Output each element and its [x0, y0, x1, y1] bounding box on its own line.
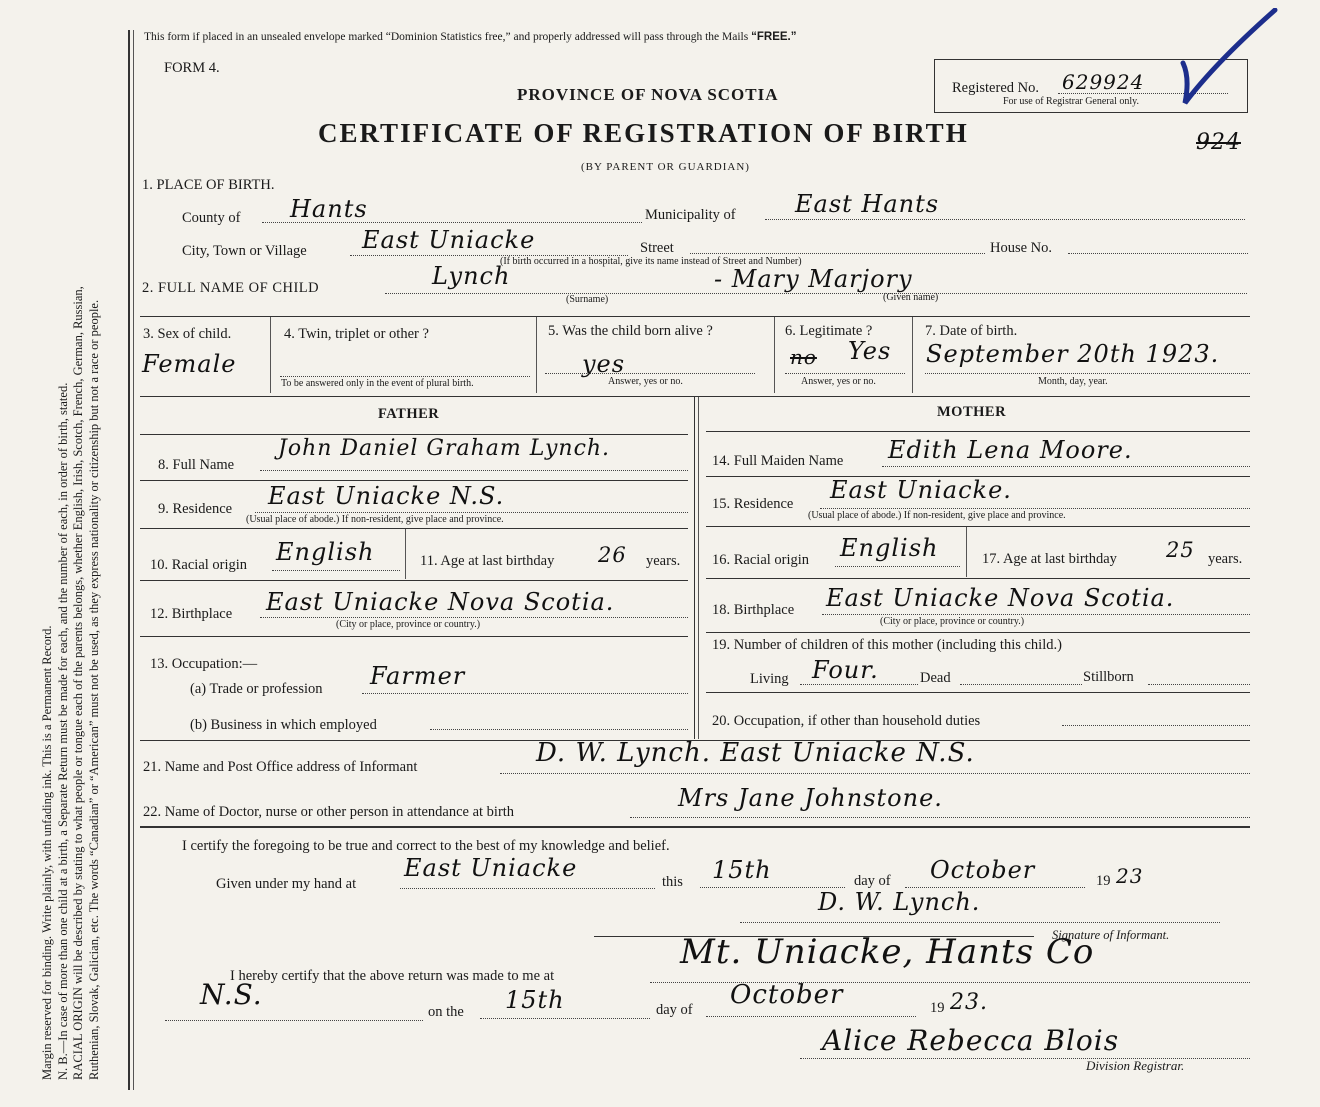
mother-age-value: 25 — [1166, 538, 1195, 562]
street-label: Street — [640, 240, 674, 256]
legit-value: Yes — [848, 337, 892, 365]
registrar-place2: N.S. — [200, 978, 263, 1011]
legit-struck: no — [790, 345, 817, 369]
county-label: County of — [182, 210, 241, 226]
mother-birthplace-value: East Uniacke Nova Scotia. — [826, 584, 1175, 612]
father-name-label: 8. Full Name — [158, 457, 235, 473]
father-racial-divider — [405, 529, 406, 579]
child-name-label: 2. FULL NAME OF CHILD — [142, 280, 320, 296]
father-rule-2 — [140, 480, 688, 481]
hospital-note: (If birth occurred in a hospital, give its name instead of Street and Number) — [500, 256, 802, 267]
father-trade-line — [362, 693, 688, 694]
alive-line — [545, 373, 755, 374]
father-residence-line — [255, 512, 688, 513]
date-note: Month, day, year. — [1038, 376, 1108, 387]
mail-notice — [144, 31, 796, 43]
municipality-label: Municipality of — [645, 207, 736, 223]
legit-label: 6. Legitimate ? — [785, 323, 873, 339]
father-birthplace-note: (City or place, province or country.) — [336, 619, 481, 630]
county-line — [262, 222, 642, 223]
year-prefix: 19 — [1096, 873, 1111, 889]
mother-birthplace-note: (City or place, province or country.) — [880, 616, 1025, 627]
date-line — [925, 373, 1250, 374]
father-age-unit: years. — [646, 553, 681, 569]
mother-birthplace-line — [822, 614, 1250, 615]
twin-note: To be answered only in the event of plural birth. — [281, 378, 474, 389]
mail-notice-text: This form if placed in an unsealed envelope marked “Dominion Statistics free,” and properly addressed will pass through the Mails — [144, 31, 749, 43]
stamp-number: 924 — [1196, 130, 1241, 155]
father-business-label: (b) Business in which employed — [190, 717, 377, 733]
city-value: East Uniacke — [362, 226, 536, 254]
mother-name-value: Edith Lena Moore. — [888, 436, 1133, 464]
municipality-line — [765, 219, 1245, 220]
father-age-value: 26 — [598, 543, 627, 567]
mother-racial-value: English — [840, 534, 939, 562]
sex-label: 3. Sex of child. — [143, 326, 232, 342]
margin-note-1: Margin reserved for binding. Write plainly, with unfading ink. This is a Permanent Record. — [40, 625, 54, 1080]
father-birthplace-value: East Uniacke Nova Scotia. — [266, 588, 615, 616]
registered-number: 629924 — [1062, 70, 1145, 94]
place-section-label: 1. PLACE OF BIRTH. — [142, 177, 275, 193]
father-trade-label: (a) Trade or profession — [190, 681, 323, 697]
stillborn-label: Stillborn — [1083, 669, 1134, 685]
mother-residence-line — [820, 508, 1250, 509]
mother-name-label: 14. Full Maiden Name — [712, 453, 844, 469]
father-occupation-label: 13. Occupation:— — [150, 656, 258, 672]
alive-note: Answer, yes or no. — [608, 376, 683, 387]
mother-children-label: 19. Number of children of this mother (including this child.) — [712, 637, 1062, 653]
informant-signature-line — [740, 922, 1220, 923]
mother-rule-3 — [706, 526, 1250, 527]
mother-residence-note: (Usual place of abode.) If non-resident, give place and province. — [808, 510, 1066, 521]
divider-6-7 — [912, 317, 913, 393]
mother-rule-5 — [706, 632, 1250, 633]
father-name-line — [260, 470, 688, 471]
father-birthplace-label: 12. Birthplace — [150, 606, 233, 622]
municipality-value: East Hants — [795, 190, 940, 218]
child-surname: Lynch — [432, 262, 511, 290]
reg-day: 15th — [505, 986, 565, 1014]
mother-name-line — [882, 466, 1250, 467]
sex-value: Female — [142, 350, 237, 378]
alive-value: yes — [582, 350, 626, 378]
mother-occupation-line — [1062, 725, 1250, 726]
mail-free: “FREE.” — [751, 31, 797, 43]
father-rule-4 — [140, 580, 688, 581]
given-note: (Given name) — [883, 292, 939, 303]
reg-year-suffix: 23. — [950, 990, 988, 1015]
reg-day-of-label: day of — [656, 1002, 693, 1018]
living-value: Four. — [812, 656, 879, 684]
reg-month: October — [730, 980, 844, 1010]
father-racial-label: 10. Racial origin — [150, 557, 248, 573]
given-place: East Uniacke — [404, 854, 578, 882]
father-residence-value: East Uniacke N.S. — [268, 482, 505, 510]
mother-birthplace-label: 18. Birthplace — [712, 602, 795, 618]
mother-rule-1 — [706, 431, 1250, 432]
on-the-label: on the — [428, 1004, 464, 1020]
parents-divider — [694, 397, 695, 739]
certificate-title: CERTIFICATE OF REGISTRATION OF BIRTH — [318, 118, 969, 148]
registrar-text: I hereby certify that the above return was made to me at — [230, 968, 555, 984]
date-value: September 20th 1923. — [926, 340, 1220, 368]
signature-label: Signature of Informant. — [1052, 928, 1170, 942]
registrar-place2-line — [165, 1020, 423, 1021]
legit-note: Answer, yes or no. — [801, 376, 876, 387]
this-label: this — [662, 874, 683, 890]
binding-rule-inner — [133, 30, 134, 1090]
mother-rule-6 — [706, 692, 1250, 693]
informant-line — [500, 773, 1250, 774]
date-label: 7. Date of birth. — [925, 323, 1018, 339]
legit-line — [785, 373, 905, 374]
form-number: FORM 4. — [164, 60, 220, 76]
mother-racial-line — [835, 566, 960, 567]
binding-rule — [128, 30, 130, 1090]
doctor-line — [630, 817, 1250, 818]
divider-5-6 — [774, 317, 775, 393]
registrar-title: Division Registrar. — [1086, 1058, 1185, 1073]
alive-label: 5. Was the child born alive ? — [548, 323, 713, 339]
margin-notes — [40, 20, 102, 1080]
father-birthplace-line — [260, 617, 688, 618]
surname-note: (Surname) — [566, 294, 609, 305]
child-given-name: - Mary Marjory — [714, 265, 913, 293]
mother-residence-value: East Uniacke. — [830, 476, 1012, 504]
father-racial-line — [272, 570, 400, 571]
mother-heading: MOTHER — [937, 404, 1007, 420]
divider-4-5 — [536, 317, 537, 393]
father-name-value: John Daniel Graham Lynch. — [278, 436, 611, 461]
margin-note-2: N. B.—In case of more than one child at a birth, a Separate Return must be made for each, and the number of each, in order of birth, stated. — [55, 382, 70, 1080]
father-rule-3 — [140, 528, 688, 529]
father-rule-5 — [140, 636, 688, 637]
living-label: Living — [750, 671, 789, 687]
twin-label: 4. Twin, triplet or other ? — [284, 326, 429, 342]
living-line — [800, 684, 918, 685]
father-racial-value: English — [276, 538, 375, 566]
registrar-place: Mt. Uniacke, Hants Co — [680, 932, 1095, 972]
certify-text: I certify the foregoing to be true and correct to the best of my knowledge and belief. — [182, 838, 670, 854]
child-name-line — [385, 293, 1247, 294]
dead-label: Dead — [920, 670, 951, 686]
doctor-value: Mrs Jane Johnstone. — [678, 784, 943, 812]
certificate-subtitle: (BY PARENT OR GUARDIAN) — [581, 161, 750, 173]
informant-label: 21. Name and Post Office address of Informant — [143, 759, 418, 775]
mother-residence-label: 15. Residence — [712, 496, 794, 512]
margin-note-4: Ruthenian, Slovak, Galician, etc. The words “Canadian” or “American” must not be used, as they express nationality or citizenship but not a race or people. — [86, 299, 101, 1080]
street-line — [690, 253, 985, 254]
checkmark-icon — [1175, 8, 1280, 108]
city-label: City, Town or Village — [182, 243, 307, 259]
given-place-line — [400, 888, 655, 889]
rule-cert-top — [140, 826, 1250, 828]
reg-year-prefix: 19 — [930, 1000, 945, 1016]
house-line — [1068, 253, 1248, 254]
registered-label: Registered No. — [952, 80, 1039, 96]
father-residence-label: 9. Residence — [158, 501, 233, 517]
informant-signature: D. W. Lynch. — [818, 888, 981, 916]
mother-occupation-label: 20. Occupation, if other than household duties — [712, 713, 981, 729]
father-heading: FATHER — [378, 406, 440, 422]
given-month: October — [930, 856, 1036, 884]
stillborn-line — [1148, 684, 1250, 685]
father-rule-1 — [140, 434, 688, 435]
reg-month-line — [706, 1016, 916, 1017]
father-trade-value: Farmer — [370, 662, 466, 690]
mother-rule-4 — [706, 578, 1250, 579]
twin-line — [280, 376, 530, 377]
registrar-note: For use of Registrar General only. — [1003, 96, 1139, 107]
given-label: Given under my hand at — [216, 876, 357, 892]
rule-row3-top — [140, 316, 1250, 317]
parents-divider-inner — [698, 397, 699, 739]
margin-note-3: RACIAL ORIGIN will be described by stating to what people or tongue each of the parents belongs, whether English, Irish, Scotch, French, German, Russian, — [71, 286, 85, 1080]
county-value: Hants — [290, 195, 368, 223]
province-heading: PROVINCE OF NOVA SCOTIA — [517, 85, 779, 104]
rule-parents-top — [140, 396, 1250, 397]
mother-racial-divider — [966, 527, 967, 577]
mother-racial-label: 16. Racial origin — [712, 552, 810, 568]
mother-age-unit: years. — [1208, 551, 1243, 567]
mother-age-label: 17. Age at last birthday — [982, 551, 1117, 567]
house-label: House No. — [990, 240, 1053, 256]
father-business-line — [430, 729, 688, 730]
informant-value: D. W. Lynch. East Uniacke N.S. — [536, 738, 975, 768]
divider-3-4 — [270, 317, 271, 393]
year-suffix: 23 — [1116, 864, 1144, 888]
given-day: 15th — [712, 856, 772, 884]
registrar-signature: Alice Rebecca Blois — [822, 1024, 1120, 1057]
doctor-label: 22. Name of Doctor, nurse or other person in attendance at birth — [143, 804, 515, 820]
dead-line — [960, 684, 1082, 685]
father-residence-note: (Usual place of abode.) If non-resident, give place and province. — [246, 514, 504, 525]
day-of-label: day of — [854, 873, 891, 889]
father-age-label: 11. Age at last birthday — [420, 553, 555, 569]
reg-day-line — [480, 1018, 650, 1019]
